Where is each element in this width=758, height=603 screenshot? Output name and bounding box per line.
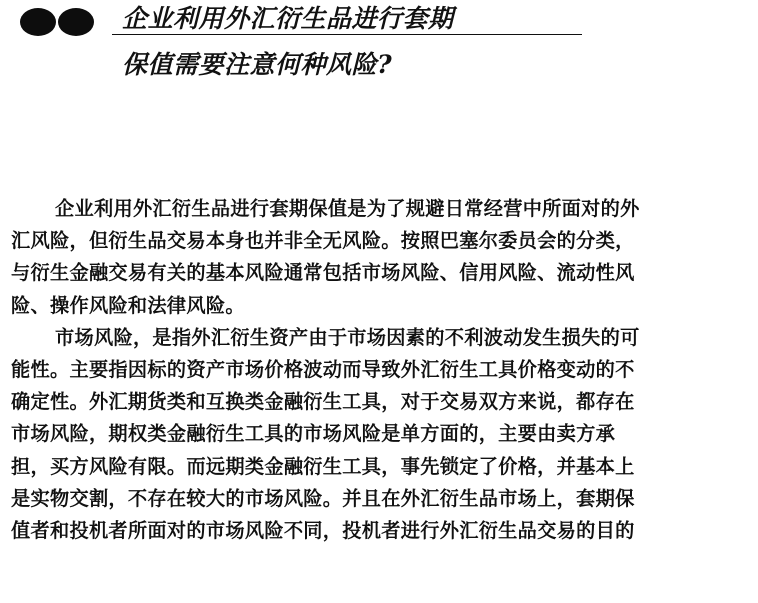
text-line: 企业利用外汇衍生品进行套期保值是为了规避日常经营中所面对的外	[55, 197, 640, 220]
title-underline	[112, 34, 582, 35]
text-line: 确定性。外汇期货类和互换类金融衍生工具，对于交易双方来说，都存在	[11, 390, 635, 414]
text-line: 值者和投机者所面对的市场风险不同，投机者进行外汇衍生品交易的目的	[11, 518, 635, 542]
text-line: 汇风险，但衍生品交易本身也并非全无风险。按照巴塞尔委员会的分类，	[11, 229, 635, 253]
bullet-dots-icon	[20, 8, 110, 36]
section-header	[0, 0, 758, 100]
paragraph-2	[11, 322, 751, 547]
paragraph-1	[11, 193, 751, 322]
text-line: 市场风险，是指外汇衍生资产由于市场因素的不利波动发生损失的可	[55, 325, 640, 349]
text-line: 险、操作风险和法律风险。	[11, 293, 245, 317]
bullet-dot-icon	[58, 8, 94, 36]
title-line-2: 保值需要注意何种风险?	[122, 50, 393, 79]
body-text	[11, 193, 751, 547]
text-line: 与衍生金融交易有关的基本风险通常包括市场风险、信用风险、流动性风	[11, 261, 635, 285]
text-line: 担，买方风险有限。而远期类金融衍生工具，事先锁定了价格，并基本上	[11, 454, 635, 478]
text-line: 能性。主要指因标的资产市场价格波动而导致外汇衍生工具价格变动的不	[11, 357, 635, 381]
text-line: 是实物交割，不存在较大的市场风险。并且在外汇衍生品市场上，套期保	[11, 486, 635, 510]
title-line-1: 企业利用外汇衍生品进行套期	[122, 4, 454, 33]
text-line: 市场风险，期权类金融衍生工具的市场风险是单方面的，主要由卖方承	[11, 422, 616, 446]
bullet-dot-icon	[20, 8, 56, 36]
